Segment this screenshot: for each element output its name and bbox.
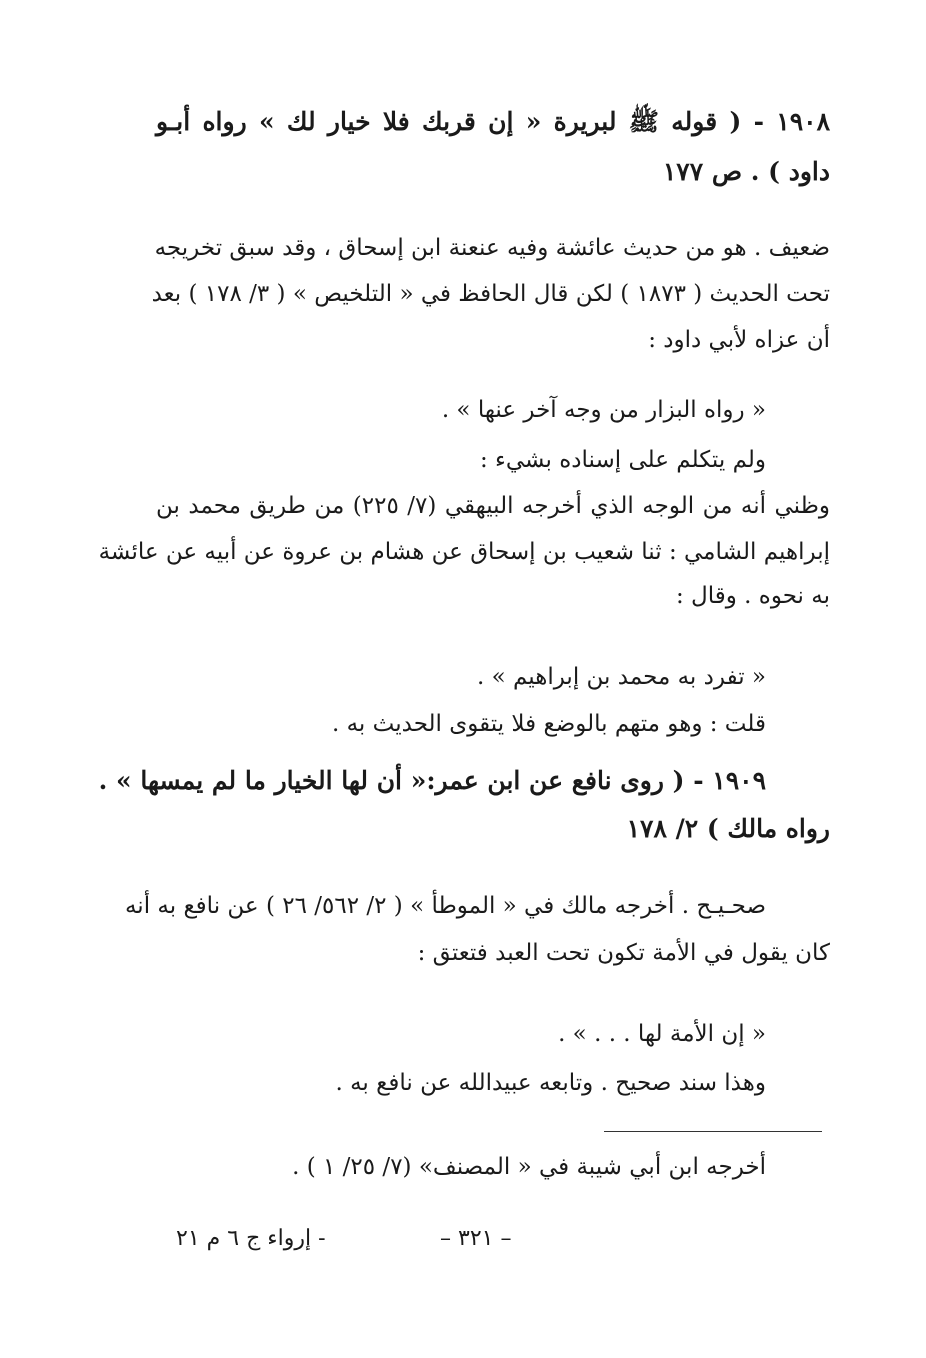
hadith-1908-heading-line-2: داود ) . ص ١٧٧	[662, 157, 830, 186]
hadith-1908-body-line-3: أن عزاه لأبي داود :	[648, 327, 830, 353]
hadith-1909-body-line-2: كان يقول في الأمة تكون تحت العبد فتعتق :	[417, 940, 830, 966]
hadith-1909-conclusion: وهذا سند صحيح . وتابعه عبيدالله عن نافع به .	[335, 1070, 766, 1096]
hadith-1908-body-line-7: إبراهيم الشامي : ثنا شعيب بن إسحاق عن هشام بن عروة عن أبيه عن عائشة	[98, 539, 830, 565]
hadith-1908-body-line-2: تحت الحديث ( ١٨٧٣ ) لكن قال الحافظ في « التلخيص » ( ٣/ ١٧٨ ) بعد	[151, 281, 830, 307]
hadith-1909-quote: « إن الأمة لها . . . » .	[558, 1021, 766, 1047]
hadith-1908-body-line-8: به نحوه . وقال :	[675, 583, 830, 609]
footnote-separator	[604, 1131, 822, 1132]
page-number: – ٣٢١ –	[440, 1226, 512, 1251]
hadith-1908-body-line-6: وظني أنه من الوجه الذي أخرجه البيهقي (٧/ ٢٢٥) من طريق محمد بن	[156, 493, 830, 519]
hadith-1909-body-line-1: صحـيـح . أخرجه مالك في « الموطأ » ( ٢/ ٥٦٢/ ٢٦ ) عن نافع به أنه	[124, 893, 766, 919]
hadith-1909-heading-line-1: ١٩٠٩ - ( روى نافع عن ابن عمر:« أن لها الخيار ما لم يمسها » .	[98, 766, 766, 795]
hadith-1908-heading-line-1: ١٩٠٨ - ( قوله ﷺ لبريرة « إن قربك فلا خيار لك » رواه أبـو	[156, 107, 830, 136]
hadith-1908-body-line-1: ضعيف . هو من حديث عائشة وفيه عنعنة ابن إسحاق ، وقد سبق تخريجه	[154, 235, 830, 261]
hadith-1908-conclusion: قلت : وهو متهم بالوضع فلا يتقوى الحديث به .	[331, 711, 766, 737]
footnote: أخرجه ابن أبي شيبة في « المصنف» (٧/ ٢٥/ ١ ) .	[292, 1154, 766, 1180]
hadith-1908-quote-bazzar: « رواه البزار من وجه آخر عنها » .	[441, 397, 766, 423]
hadith-1909-heading-line-2: رواه مالك ) ٢/ ١٧٨	[626, 814, 830, 843]
volume-signature: - إرواء ج ٦ م ٢١	[176, 1226, 326, 1251]
hadith-1908-body-line-5: ولم يتكلم على إسناده بشيء :	[479, 447, 766, 473]
hadith-1908-quote-tafarrad: « تفرد به محمد بن إبراهيم » .	[476, 664, 766, 690]
